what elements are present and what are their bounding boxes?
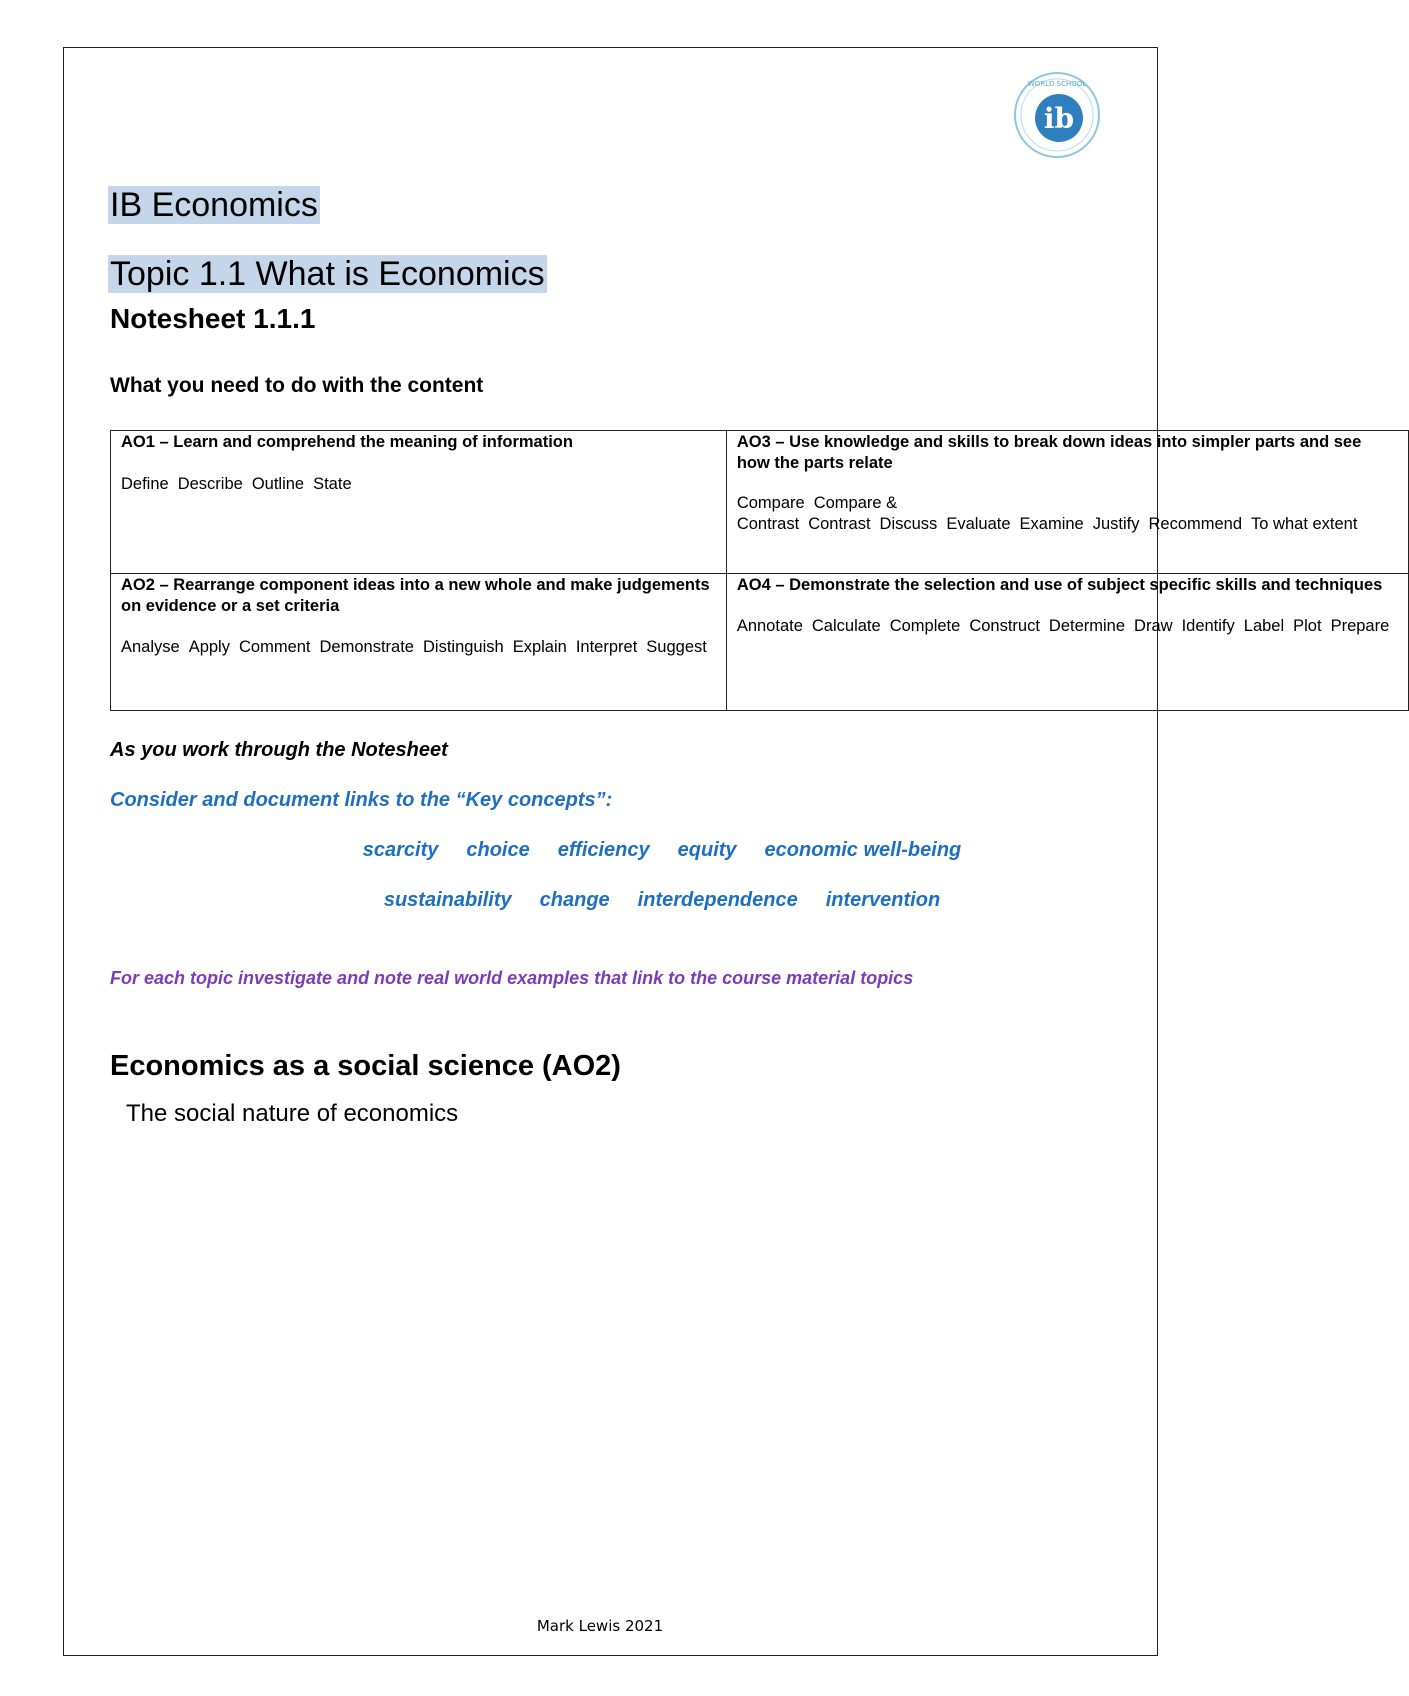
concept-scarcity: scarcity: [362, 839, 439, 861]
concept-equity: equity: [677, 839, 737, 861]
key-concepts-row-2: [62, 889, 1262, 912]
section-subheading: The social nature of economics: [126, 1100, 459, 1127]
topic-title: Topic 1.1 What is Economics: [110, 255, 545, 293]
ao4-commands: Annotate Calculate Complete Construct Determine Draw Identify Label Plot Prepare: [736, 617, 1390, 635]
ao4-heading: AO4 – Demonstrate the selection and use of subject specific skills and techniques: [736, 576, 1383, 594]
content-heading: What you need to do with the content: [110, 374, 484, 397]
concept-interdependence: interdependence: [637, 889, 798, 911]
svg-text:ib: ib: [1043, 102, 1075, 135]
concept-intervention: intervention: [825, 889, 941, 911]
ao3-heading: AO3 – Use knowledge and skills to break down ideas into simpler parts and see how the parts relate: [736, 433, 1362, 472]
ao1-commands: Define Describe Outline State: [121, 475, 352, 493]
ao4-cell: [726, 574, 1408, 711]
svg-text:WORLD SCHOOL: WORLD SCHOOL: [1027, 80, 1087, 88]
ao2-heading: AO2 – Rearrange component ideas into a new whole and make judgements on evidence or a set criteria: [121, 576, 710, 615]
concept-efficiency: efficiency: [557, 839, 650, 861]
key-concepts-note: Consider and document links to the “Key concepts”:: [110, 789, 613, 811]
assessment-objectives-table: [110, 430, 1409, 711]
concept-sustainability: sustainability: [383, 889, 512, 911]
work-through-note: As you work through the Notesheet: [110, 739, 448, 761]
concept-change: change: [539, 889, 610, 911]
concept-choice: choice: [466, 839, 530, 861]
page-title: IB Economics: [110, 186, 318, 224]
ib-world-school-logo-icon: [1012, 70, 1102, 160]
ao3-cell: [726, 431, 1408, 574]
ao2-commands: Analyse Apply Comment Demonstrate Distinguish Explain Interpret Suggest: [121, 638, 707, 656]
concept-economic-well-being: economic well-being: [764, 839, 962, 861]
footer-author: Mark Lewis 2021: [536, 1617, 664, 1635]
notesheet-title: Notesheet 1.1.1: [110, 303, 316, 334]
ao2-cell: [111, 574, 727, 711]
key-concepts-row-1: [62, 839, 1262, 862]
real-world-note: For each topic investigate and note real world examples that link to the course material topics: [110, 968, 914, 988]
section-heading: Economics as a social science (AO2): [110, 1050, 621, 1082]
ao1-heading: AO1 – Learn and comprehend the meaning of information: [121, 433, 573, 451]
ao1-cell: [111, 431, 727, 574]
ao3-commands: Compare Compare & Contrast Contrast Discuss Evaluate Examine Justify Recommend To what extent: [736, 494, 1358, 533]
